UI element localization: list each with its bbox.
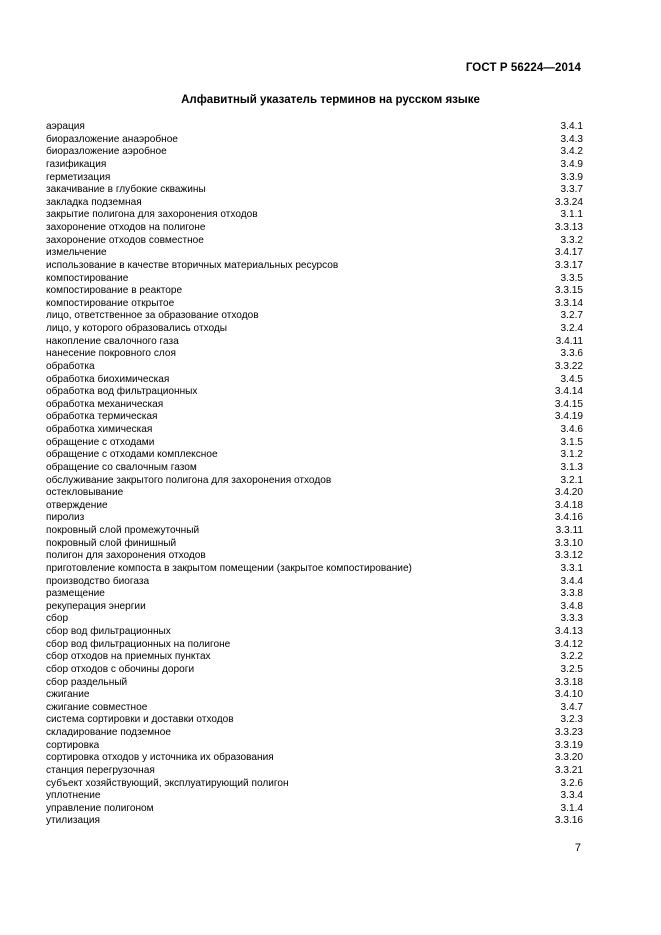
- index-reference: 3.3.3: [560, 613, 583, 625]
- index-term: газификация: [46, 158, 107, 170]
- index-reference: 3.2.7: [560, 310, 583, 322]
- index-term: биоразложение анаэробное: [46, 133, 178, 145]
- index-reference: 3.3.5: [560, 272, 583, 284]
- index-reference: 3.3.17: [554, 259, 583, 271]
- index-entry: [46, 538, 583, 551]
- index-term: обработка химическая: [46, 424, 153, 435]
- index-term: обработка: [46, 360, 95, 372]
- index-term: закачивание в глубокие скважины: [46, 184, 206, 196]
- index-reference: 3.3.8: [560, 588, 583, 600]
- index-entry: [46, 146, 583, 159]
- index-entry: [46, 512, 583, 525]
- index-term: покровный слой финишный: [46, 537, 177, 549]
- index-reference: 3.3.21: [554, 764, 583, 776]
- index-term: сбор вод фильтрационных: [46, 626, 171, 637]
- index-reference: 3.2.2: [560, 651, 583, 663]
- index-reference: 3.4.12: [554, 638, 583, 650]
- index-reference: 3.3.7: [560, 184, 583, 196]
- index-reference: 3.4.11: [555, 335, 583, 347]
- page-number: 7: [574, 842, 581, 854]
- index-entry: [46, 310, 583, 323]
- index-term: сжигание совместное: [46, 701, 148, 713]
- index-reference: 3.1.5: [560, 436, 583, 448]
- index-term: компостирование: [46, 272, 129, 284]
- index-reference: 3.4.20: [554, 487, 583, 499]
- index-entry: [46, 626, 583, 639]
- index-term: станция перегрузочная: [46, 764, 155, 776]
- index-entry: [46, 462, 583, 475]
- index-entry: [46, 424, 583, 437]
- index-term: накопление свалочного газа: [46, 335, 179, 347]
- index-term: система сортировки и доставки отходов: [46, 714, 234, 726]
- index-entry: [46, 714, 583, 727]
- index-entry: [46, 677, 583, 690]
- index-term: обращение с отходами комплексное: [46, 449, 218, 461]
- index-reference: 3.4.17: [554, 247, 583, 259]
- index-reference: 3.4.9: [560, 158, 583, 170]
- index-entry: [46, 172, 583, 185]
- index-reference: 3.3.14: [554, 297, 583, 309]
- index-term: закладка подземная: [46, 196, 142, 208]
- index-entry: [46, 525, 583, 538]
- index-term: пиролиз: [46, 512, 85, 524]
- index-entry: [46, 449, 583, 462]
- index-reference: 3.3.16: [554, 815, 583, 827]
- index-term: обработка биохимическая: [46, 373, 170, 385]
- index-reference: 3.1.3: [560, 461, 583, 473]
- index-entry: [46, 222, 583, 235]
- index-term: отверждение: [46, 499, 108, 511]
- index-entry: [46, 639, 583, 652]
- index-reference: 3.1.4: [560, 802, 583, 814]
- index-term: лицо, у которого образовались отходы: [46, 323, 228, 334]
- index-entry: [46, 740, 583, 753]
- index-reference: 3.4.6: [560, 424, 583, 435]
- index-reference: 3.3.10: [554, 537, 583, 549]
- index-entry: [46, 500, 583, 513]
- index-reference: 3.1.1: [560, 209, 583, 221]
- index-entry: [46, 399, 583, 412]
- index-entry: [46, 487, 583, 500]
- index-term: рекуперация энергии: [46, 600, 146, 612]
- index-term: аэрация: [46, 121, 85, 132]
- index-term: производство биогаза: [46, 575, 150, 587]
- index-entry: [46, 765, 583, 778]
- index-entry: [46, 273, 583, 286]
- index-entry: [46, 260, 583, 273]
- index-entry: [46, 702, 583, 715]
- index-term: полигон для захоронения отходов: [46, 550, 206, 562]
- index-term: герметизация: [46, 171, 111, 183]
- index-reference: 3.3.9: [560, 171, 583, 183]
- index-term: обращение со свалочным газом: [46, 461, 197, 473]
- index-term: закрытие полигона для захоронения отходов: [46, 209, 258, 221]
- index-term: сжигание: [46, 689, 90, 701]
- index-reference: 3.2.6: [560, 777, 583, 789]
- index-reference: 3.4.13: [554, 626, 583, 637]
- index-reference: 3.2.1: [560, 474, 583, 486]
- index-entry: [46, 550, 583, 563]
- index-reference: 3.1.2: [560, 449, 583, 461]
- index-entry: [46, 613, 583, 626]
- term-index-list: [46, 121, 583, 828]
- index-entry: [46, 411, 583, 424]
- index-reference: 3.4.18: [554, 499, 583, 511]
- index-entry: [46, 689, 583, 702]
- index-entry: [46, 361, 583, 374]
- index-entry: [46, 235, 583, 248]
- index-term: сортировка: [46, 739, 100, 751]
- index-entry: [46, 752, 583, 765]
- index-term: захоронение отходов совместное: [46, 234, 204, 246]
- index-reference: 3.4.2: [560, 146, 583, 158]
- index-term: компостирование открытое: [46, 297, 175, 309]
- index-term: измельчение: [46, 247, 107, 259]
- index-reference: 3.3.20: [554, 752, 583, 764]
- index-term: субъект хозяйствующий, эксплуатирующий полигон: [46, 777, 289, 789]
- index-reference: 3.3.13: [554, 222, 583, 233]
- index-entry: [46, 209, 583, 222]
- index-reference: 3.3.12: [554, 550, 583, 562]
- index-entry: [46, 197, 583, 210]
- index-term: компостирование в реакторе: [46, 285, 183, 297]
- index-entry: [46, 475, 583, 488]
- index-entry: [46, 348, 583, 361]
- index-reference: 3.4.19: [554, 411, 583, 423]
- index-term: обращение с отходами: [46, 436, 155, 448]
- index-entry: [46, 298, 583, 311]
- index-reference: 3.3.22: [554, 360, 583, 372]
- index-term: приготовление компоста в закрытом помещении (закрытое компостирование): [46, 562, 412, 574]
- index-reference: 3.3.11: [555, 525, 583, 536]
- index-reference: 3.4.10: [554, 689, 583, 701]
- index-entry: [46, 815, 583, 828]
- index-reference: 3.3.15: [554, 285, 583, 297]
- page-title: Алфавитный указатель терминов на русском языке: [181, 94, 480, 106]
- index-term: нанесение покровного слоя: [46, 348, 176, 360]
- index-term: утилизация: [46, 815, 100, 827]
- index-reference: 3.4.15: [554, 398, 583, 410]
- standard-code: ГОСТ Р 56224—2014: [465, 62, 581, 74]
- index-entry: [46, 651, 583, 664]
- index-term: размещение: [46, 588, 105, 600]
- index-reference: 3.4.5: [560, 373, 583, 385]
- index-reference: 3.3.4: [560, 790, 583, 802]
- index-reference: 3.3.23: [554, 727, 583, 738]
- index-term: сбор: [46, 613, 69, 625]
- index-entry: [46, 664, 583, 677]
- index-term: обработка термическая: [46, 411, 158, 423]
- index-entry: [46, 121, 583, 134]
- index-reference: 3.3.6: [560, 348, 583, 360]
- index-reference: 3.3.18: [554, 676, 583, 688]
- index-reference: 3.2.3: [560, 714, 583, 726]
- index-entry: [46, 323, 583, 336]
- index-term: сбор раздельный: [46, 676, 128, 688]
- index-reference: 3.4.7: [560, 701, 583, 713]
- index-term: сбор отходов на приемных пунктах: [46, 651, 211, 663]
- index-term: использование в качестве вторичных материальных ресурсов: [46, 259, 339, 271]
- index-entry: [46, 159, 583, 172]
- index-term: сбор отходов с обочины дороги: [46, 663, 195, 675]
- index-reference: 3.4.3: [560, 133, 583, 145]
- index-term: управление полигоном: [46, 802, 154, 814]
- index-term: покровный слой промежуточный: [46, 525, 200, 536]
- index-term: складирование подземное: [46, 727, 171, 738]
- index-entry: [46, 601, 583, 614]
- index-entry: [46, 790, 583, 803]
- index-reference: 3.4.4: [560, 575, 583, 587]
- index-term: биоразложение аэробное: [46, 146, 167, 158]
- index-entry: [46, 576, 583, 589]
- index-reference: 3.4.16: [554, 512, 583, 524]
- index-reference: 3.3.2: [560, 234, 583, 246]
- index-entry: [46, 336, 583, 349]
- index-reference: 3.2.4: [560, 323, 583, 334]
- index-term: сортировка отходов у источника их образования: [46, 752, 274, 764]
- index-reference: 3.2.5: [560, 663, 583, 675]
- index-entry: [46, 184, 583, 197]
- index-term: обработка механическая: [46, 398, 164, 410]
- index-entry: [46, 374, 583, 387]
- index-reference: 3.4.8: [560, 600, 583, 612]
- index-reference: 3.3.19: [554, 739, 583, 751]
- index-entry: [46, 437, 583, 450]
- index-term: остекловывание: [46, 487, 124, 499]
- index-entry: [46, 134, 583, 147]
- index-entry: [46, 727, 583, 740]
- index-entry: [46, 247, 583, 260]
- index-term: обработка вод фильтрационных: [46, 386, 198, 398]
- index-term: уплотнение: [46, 790, 101, 802]
- index-entry: [46, 285, 583, 298]
- index-entry: [46, 563, 583, 576]
- index-term: сбор вод фильтрационных на полигоне: [46, 638, 231, 650]
- index-entry: [46, 386, 583, 399]
- index-reference: 3.3.1: [560, 562, 583, 574]
- index-reference: 3.4.14: [554, 386, 583, 398]
- index-reference: 3.3.24: [554, 196, 583, 208]
- index-term: захоронение отходов на полигоне: [46, 222, 206, 233]
- index-reference: 3.4.1: [560, 121, 583, 132]
- index-entry: [46, 778, 583, 791]
- index-term: обслуживание закрытого полигона для захоронения отходов: [46, 474, 332, 486]
- index-entry: [46, 588, 583, 601]
- index-entry: [46, 803, 583, 816]
- index-term: лицо, ответственное за образование отходов: [46, 310, 259, 322]
